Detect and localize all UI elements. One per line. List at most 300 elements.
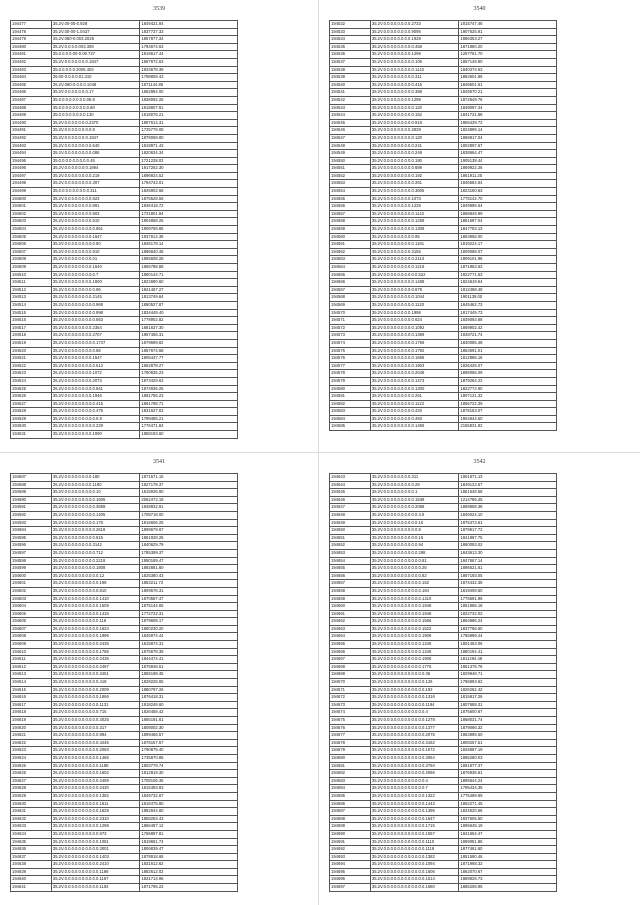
row-id-cell: 194490 <box>11 119 52 127</box>
row-id-cell: 194695 <box>330 868 371 876</box>
code-cell: 35.2V.060-0.0.0.0.1048 <box>51 81 140 89</box>
table-row <box>330 732 557 740</box>
row-id-cell: 194478 <box>11 28 52 36</box>
table-row <box>11 43 238 51</box>
code-cell: 35.2V.0.0.0.0.0.0.0.0.0.0.2459 <box>51 777 140 785</box>
table-row <box>11 332 238 340</box>
table-row <box>11 172 238 180</box>
code-cell: 35.2V.0.0.0.0.0.0.0.0.0.1405 <box>51 511 140 519</box>
table-row <box>330 309 557 317</box>
value-cell: 1882944.80 <box>140 808 238 816</box>
row-id-cell: 194652 <box>330 542 371 550</box>
row-id-cell: 194521 <box>11 355 52 363</box>
value-cell: 1818807.81 <box>140 104 238 112</box>
row-id-cell: 194532 <box>330 21 371 29</box>
code-cell: 35.2V.0.0.0.0.0.0.0.0.1073 <box>370 195 459 203</box>
table-row <box>330 754 557 762</box>
row-id-cell: 194597 <box>11 549 52 557</box>
row-id-cell: 194571 <box>330 317 371 325</box>
value-cell: 1858253.43 <box>140 815 238 823</box>
table-row <box>11 248 238 256</box>
value-cell: 1882601.86 <box>459 74 557 82</box>
table-row <box>330 203 557 211</box>
table-row <box>11 747 238 755</box>
value-cell: 1855198.45 <box>140 671 238 679</box>
value-cell: 1794743.01 <box>140 180 238 188</box>
table-row <box>330 286 557 294</box>
code-cell: 35.2V.0.0.0.0.0.0.0.0.0.1605 <box>51 496 140 504</box>
value-cell: 1834620.66 <box>459 808 557 816</box>
code-cell: 35.2V.0.0.0.0.0.0.0.0.0.0.94 <box>370 542 459 550</box>
code-cell: 35.2V.0.0.0.0.0.0.0.0.0.190 <box>370 157 459 165</box>
code-cell: 35.2V.0.0.0.0.0.0.0.0.0.0.522 <box>370 271 459 279</box>
row-id-cell: 194530 <box>11 423 52 431</box>
table-row <box>330 777 557 785</box>
code-cell: 35.2V.0.0.0.0.0.0.0.0.086 <box>51 150 140 158</box>
row-id-cell: 194564 <box>330 264 371 272</box>
value-cell: 1907121.32 <box>459 393 557 401</box>
row-id-cell: 194621 <box>11 732 52 740</box>
value-cell: 1868849.99 <box>459 210 557 218</box>
value-cell: 1790875.40 <box>140 747 238 755</box>
table-row <box>11 519 238 527</box>
row-id-cell: 194577 <box>330 362 371 370</box>
code-cell: 35.2V.0.0.0.0.0.0.0.0.1640 <box>51 264 140 272</box>
row-id-cell: 194622 <box>11 739 52 747</box>
code-cell: 35.2V.00-05-0.928 <box>51 21 140 29</box>
code-cell: 35.2V.0.0.0.0.0.0.0.0.0.0.1786 <box>51 648 140 656</box>
row-id-cell: 194534 <box>330 36 371 44</box>
row-id-cell: 194644 <box>330 481 371 489</box>
table-row <box>330 625 557 633</box>
row-id-cell: 194660 <box>330 603 371 611</box>
value-cell: 1879066.32 <box>459 724 557 732</box>
row-id-cell: 194656 <box>330 572 371 580</box>
row-id-cell: 194689 <box>330 823 371 831</box>
row-id-cell: 194531 <box>11 431 52 439</box>
row-id-cell: 194603 <box>11 595 52 603</box>
value-cell: 1871968.32 <box>459 861 557 869</box>
row-id-cell: 194481 <box>11 51 52 59</box>
value-cell: 1875144.65 <box>140 603 238 611</box>
value-cell: 1841887.75 <box>459 534 557 542</box>
value-cell: 1731801.84 <box>140 210 238 218</box>
value-cell: 1868031.74 <box>459 717 557 725</box>
value-cell: 1875678.39 <box>140 648 238 656</box>
code-cell: 35.2V.0.0.0.0.0.0.0.0.307 <box>51 180 140 188</box>
value-cell: 1869922.26 <box>459 165 557 173</box>
code-cell: 35.2V.0.0.0.0.0.0.0.0.0.0.1192 <box>51 884 140 892</box>
table-row <box>330 96 557 104</box>
value-cell: 1826887.19 <box>459 747 557 755</box>
table-row <box>330 301 557 309</box>
table-row <box>330 542 557 550</box>
table-row <box>11 884 238 892</box>
code-cell: 35.2V.0.0.0.0.0.0.0.0.510 <box>51 218 140 226</box>
table-row <box>11 218 238 226</box>
row-id-cell: 194585 <box>330 423 371 431</box>
row-id-cell: 194641 <box>11 884 52 892</box>
code-cell: 35.2V.0.0.0.0.0.0.0.0.0.0.2009 <box>51 686 140 694</box>
table-row <box>11 671 238 679</box>
code-cell: 35.2V.0.0.0.0.0.0.0.0.0.0.0.0.1278 <box>370 717 459 725</box>
table-row <box>11 610 238 618</box>
value-cell: 1809576.31 <box>140 587 238 595</box>
table-row <box>330 339 557 347</box>
value-cell: 1812819.30 <box>140 770 238 778</box>
value-cell: 1873429.63 <box>140 377 238 385</box>
value-cell: 1725776.08 <box>140 127 238 135</box>
row-id-cell: 194503 <box>11 218 52 226</box>
table-row <box>11 830 238 838</box>
code-cell: 35.2V.0.0.0.0.0.0.0.0.0.1258 <box>370 218 459 226</box>
code-cell: 35.2V.0.0.0.0.0.0.0.0.0.96 <box>51 286 140 294</box>
value-cell: 1818076.21 <box>140 112 238 120</box>
table-row <box>330 641 557 649</box>
table-row <box>330 279 557 287</box>
code-cell: 35.2V.0.0.0.0.0.0.0.0.0.0.0.1566 <box>370 618 459 626</box>
code-cell: 35.2V.0.0.0.0.0.0.0.0.1600 <box>51 279 140 287</box>
table-row <box>11 317 238 325</box>
table-row <box>330 271 557 279</box>
code-cell: 35.2V.0.0.0.0.0.0.0.0.0.0.0.0.2066 <box>370 770 459 778</box>
value-cell: 1845462.73 <box>459 301 557 309</box>
table-row <box>330 226 557 234</box>
table-row <box>330 823 557 831</box>
row-id-cell: 194647 <box>330 504 371 512</box>
value-cell: 1815936.90 <box>140 489 238 497</box>
code-cell: 35.2V.0.0.0.0.0.0.0.0.0.0.1167 <box>51 876 140 884</box>
value-cell: 1917262.30 <box>140 165 238 173</box>
row-id-cell: 194488 <box>11 104 52 112</box>
code-cell: 35.2V.0.0.0.0.0.0.0.0.1647 <box>51 233 140 241</box>
table-row <box>330 679 557 687</box>
row-id-cell: 194558 <box>330 218 371 226</box>
row-id-cell: 194543 <box>330 104 371 112</box>
value-cell: 1808257.51 <box>459 739 557 747</box>
table-row <box>330 603 557 611</box>
row-id-cell: 194580 <box>330 385 371 393</box>
row-id-cell: 194630 <box>11 800 52 808</box>
code-cell: 35.2V.0.0.0.0.0.0.0.0.0.1792 <box>370 347 459 355</box>
code-cell: 35.2V.0.0.0.0.0.0.0.0.0.261 <box>370 180 459 188</box>
table-row <box>11 286 238 294</box>
value-cell: 1849570.21 <box>459 89 557 97</box>
row-id-cell: 194615 <box>11 686 52 694</box>
value-cell: 1811494.48 <box>459 656 557 664</box>
table-row <box>330 104 557 112</box>
table-row <box>330 66 557 74</box>
row-id-cell: 194491 <box>11 127 52 135</box>
code-cell: 35.2V.0.0.0.0.0.0.0.0.0.1122 <box>370 400 459 408</box>
table-row <box>11 142 238 150</box>
code-cell: 35.2V.0.0.0.0.0.0.0.0.891 <box>51 203 140 211</box>
value-cell: 1896924.52 <box>140 172 238 180</box>
row-id-cell: 194643 <box>330 474 371 482</box>
table-row <box>11 481 238 489</box>
value-cell: 1870587.47 <box>140 595 238 603</box>
code-cell: 35.2V.0.0.0.0.0.0.0.0.0.0.0.81 <box>370 557 459 565</box>
code-cell: 35.2V.0.0.0.0.0.0.0.0.0.0.0.0.1514 <box>370 876 459 884</box>
table-row <box>11 717 238 725</box>
code-cell: 35.2V.0.0.0.0.0.0.0.0.0.0.0.0.1557 <box>370 830 459 838</box>
row-id-cell: 194620 <box>11 724 52 732</box>
table-row <box>11 393 238 401</box>
table-row <box>330 709 557 717</box>
value-cell: 1864986.24 <box>459 618 557 626</box>
value-cell: 1849996.64 <box>459 203 557 211</box>
table-row <box>330 28 557 36</box>
code-cell: 35.2V.0.0.0.0.0.0.0.0.0.311 <box>370 74 459 82</box>
row-id-cell: 194511 <box>11 279 52 287</box>
row-id-cell: 194659 <box>330 595 371 603</box>
row-id-cell: 194583 <box>330 408 371 416</box>
table-row <box>330 474 557 482</box>
table-row <box>11 301 238 309</box>
row-id-cell: 194529 <box>11 415 52 423</box>
table-row <box>330 785 557 793</box>
row-id-cell: 194542 <box>330 96 371 104</box>
code-cell: 35.2V.0.0.0.0.003.308 <box>51 43 140 51</box>
table-row <box>330 481 557 489</box>
value-cell: 1822771.53 <box>459 271 557 279</box>
row-id-cell: 194604 <box>11 603 52 611</box>
table-row <box>330 385 557 393</box>
value-cell: 1766897.81 <box>140 830 238 838</box>
table-row <box>11 823 238 831</box>
table-row <box>330 233 557 241</box>
code-cell: 35.2V.0.0.0.0.0.0.0.0.0.493 <box>370 415 459 423</box>
row-id-cell: 194492 <box>11 134 52 142</box>
code-cell: 35.2V.0.0.0.0.0.0.0.0.0.1142 <box>370 66 459 74</box>
row-id-cell: 194694 <box>330 861 371 869</box>
code-cell: 35.0.0.0.0.0.0.0.0.0.311 <box>51 188 140 196</box>
row-id-cell: 194661 <box>330 610 371 618</box>
value-cell: 1267761.70 <box>459 51 557 59</box>
code-cell: 35.2V.0.0.0.0.0.0.0.0.0.1300 <box>370 385 459 393</box>
value-cell: 1862070.67 <box>459 868 557 876</box>
table-row <box>330 800 557 808</box>
value-cell: 1841654.47 <box>459 830 557 838</box>
value-cell: 1861928.26 <box>140 534 238 542</box>
value-cell: 1875528.55 <box>140 195 238 203</box>
code-cell: 35.2V.0.0.0.0.0.0.0.0.903 <box>51 210 140 218</box>
code-cell: 35.2V.0.0.0.0.0.0.0.0.0.1181 <box>370 241 459 249</box>
code-cell: 35.2V.0.0.0.0.0.0.0.0.311 <box>370 474 459 482</box>
code-cell: 35.0.0.0.0.00-0.09.727 <box>51 51 140 59</box>
table-row <box>330 747 557 755</box>
code-cell: 35.2V.0.0.0.0.0.0.0.0.0.1488 <box>370 279 459 287</box>
value-cell: 1858193.60 <box>140 431 238 439</box>
row-id-cell: 194637 <box>11 853 52 861</box>
table-row <box>11 838 238 846</box>
row-id-cell: 194482 <box>11 58 52 66</box>
table-row <box>330 150 557 158</box>
value-cell: 1846024.10 <box>459 511 557 519</box>
table-row <box>11 762 238 770</box>
table-row <box>11 694 238 702</box>
code-cell: 35.2V.0.0.0.0.0.0.0.0.0.0.0.82 <box>370 572 459 580</box>
row-id-cell: 194512 <box>11 286 52 294</box>
value-cell: 1861687.04 <box>459 218 557 226</box>
table-row <box>11 709 238 717</box>
code-cell: 35.2V.0.0.0.0.0.0.0.0.0.0.0.0.1322 <box>370 792 459 800</box>
table-row <box>11 580 238 588</box>
code-cell: 35.2V.0.0.0.0.0.0.0.0.0.918 <box>370 119 459 127</box>
row-id-cell: 194483 <box>11 66 52 74</box>
value-cell: 1805447.77 <box>140 355 238 363</box>
value-cell: 1887672.63 <box>140 58 238 66</box>
row-id-cell: 194675 <box>330 717 371 725</box>
value-cell: 1822690.60 <box>140 279 238 287</box>
row-id-cell: 194584 <box>330 415 371 423</box>
code-cell: 35.2V.0.0.0.0.0.0.0.0.0.152 <box>370 112 459 120</box>
code-cell: 35.2V.0.0.0.0.0.0.0.0.1998 <box>370 309 459 317</box>
table-row <box>11 534 238 542</box>
value-cell: 1874432.38 <box>459 580 557 588</box>
value-cell: 1826426.07 <box>459 362 557 370</box>
table-row <box>11 641 238 649</box>
row-id-cell: 194556 <box>330 203 371 211</box>
value-cell: 1778902.82 <box>140 317 238 325</box>
value-cell: 1830085.48 <box>459 339 557 347</box>
code-cell: 35.2V.0.0.0.0.0.0.0.0.2073 <box>51 377 140 385</box>
code-cell: 35.2V.0.0.0.0.0.0.0.0.0.0.2410 <box>51 861 140 869</box>
table-row <box>11 28 238 36</box>
code-cell: 35.2V.0.0.0.0.0.0.0.0.0.0.2436 <box>51 641 140 649</box>
value-cell: 1795434.35 <box>459 785 557 793</box>
value-cell: 1776471.84 <box>140 423 238 431</box>
value-cell: 1812886.16 <box>459 355 557 363</box>
value-cell: 1871795.22 <box>140 884 238 892</box>
row-id-cell: 194617 <box>11 701 52 709</box>
row-id-cell: 194501 <box>11 203 52 211</box>
code-cell: 35.2V.0.0.0.0.0.0.0.0.0.0.0.1310 <box>370 595 459 603</box>
row-id-cell: 194487 <box>11 96 52 104</box>
value-cell: 1860093.02 <box>459 542 557 550</box>
value-cell: 1849421.84 <box>140 21 238 29</box>
row-id-cell: 194655 <box>330 565 371 573</box>
code-cell: 35.2V.0.0.0.0.0.0.0.0.0.941 <box>51 385 140 393</box>
code-cell: 35.2V.0.0.0.0.0.0.0.0.1299 <box>370 51 459 59</box>
table-row <box>11 347 238 355</box>
table-row <box>330 808 557 816</box>
page-number: 3542 <box>473 459 486 465</box>
code-cell: 35.2V.0.0.0.0.0.0.0.0.0.176 <box>51 519 140 527</box>
code-cell: 35.2V.0.0.0.0.0.0.0.0.0.0.15 <box>370 519 459 527</box>
value-cell: 1876418.31 <box>140 694 238 702</box>
row-id-cell: 194601 <box>11 580 52 588</box>
value-cell: 1708718.00 <box>140 511 238 519</box>
code-cell: 35.2V.0.0.0.0.0.0.0.0.0.0.1188 <box>51 762 140 770</box>
table-row <box>330 172 557 180</box>
row-id-cell: 194502 <box>11 210 52 218</box>
table-row <box>330 112 557 120</box>
row-id-cell: 194632 <box>11 815 52 823</box>
code-cell: 35.2V.0.0.0.0.0.0.0.0.0.2114 <box>370 256 459 264</box>
table-row <box>11 264 238 272</box>
code-cell: 35.2V.0.0.0.0.0.0.0.0.0.0.418 <box>51 679 140 687</box>
table-row <box>11 180 238 188</box>
table-row <box>330 377 557 385</box>
table-row <box>11 188 238 196</box>
table-row <box>11 808 238 816</box>
row-id-cell: 194505 <box>11 233 52 241</box>
value-cell: 1886353.27 <box>459 36 557 44</box>
row-id-cell: 194581 <box>330 393 371 401</box>
value-cell: 1899466.57 <box>140 732 238 740</box>
value-cell: 1803779.74 <box>140 762 238 770</box>
table-row <box>11 800 238 808</box>
row-id-cell: 194484 <box>11 74 52 82</box>
row-id-cell: 194548 <box>330 142 371 150</box>
value-cell: 1861637.30 <box>140 324 238 332</box>
table-row <box>11 355 238 363</box>
value-cell: 1849097.44 <box>459 104 557 112</box>
value-cell: 1879617.72 <box>459 527 557 535</box>
value-cell: 1881756.23 <box>140 393 238 401</box>
table-row <box>330 165 557 173</box>
table-row <box>330 527 557 535</box>
table-row <box>11 104 238 112</box>
row-id-cell: 194638 <box>11 861 52 869</box>
value-cell: 1819661.74 <box>140 838 238 846</box>
code-cell: 35.2V.0.0.0.0.0.0.0.0.0.0.0.0.1572 <box>370 747 459 755</box>
row-id-cell: 194520 <box>11 347 52 355</box>
table-row <box>11 618 238 626</box>
value-cell: 1802897.67 <box>459 142 557 150</box>
code-cell: 35.2V.0.0.0.0.0.0.0.0.0.3605 <box>370 188 459 196</box>
value-cell: 1836418.72 <box>140 203 238 211</box>
value-cell: 1901871.13 <box>459 474 557 482</box>
code-cell: 35.2V.0.0.0.0.0.0.0.0.0.0.8 <box>370 527 459 535</box>
value-cell: 1885208.95 <box>459 884 557 892</box>
row-id-cell: 194607 <box>11 625 52 633</box>
table-row <box>330 717 557 725</box>
row-id-cell: 194598 <box>11 557 52 565</box>
row-id-cell: 194524 <box>11 377 52 385</box>
value-cell: 1819408.60 <box>459 587 557 595</box>
row-id-cell: 194592 <box>11 511 52 519</box>
value-cell: 1816606.25 <box>140 519 238 527</box>
code-cell: 35.2V.0.0.0.0.0.0.0.0.0.479 <box>51 408 140 416</box>
code-cell: 35.2V.0.0.0.0.0.0.0.0.0.0.810 <box>51 587 140 595</box>
code-cell: 35.2V.0.0.0.0.0.0.0.0.0.0.0.0.7 <box>370 785 459 793</box>
value-cell: 1825380.43 <box>140 572 238 580</box>
row-id-cell: 194634 <box>11 830 52 838</box>
row-id-cell: 194587 <box>11 474 52 482</box>
row-id-cell: 194573 <box>330 332 371 340</box>
code-cell: 35.2V.0.0.0.0.0.0.0.0.910 <box>51 248 140 256</box>
value-cell: 1809088.07 <box>459 248 557 256</box>
table-row <box>11 210 238 218</box>
code-cell: 35.2V.0.0.0.0.0.0.0.0.0.0.973 <box>51 830 140 838</box>
row-id-cell: 194629 <box>11 792 52 800</box>
value-cell: 1872649.76 <box>459 96 557 104</box>
table-row <box>11 565 238 573</box>
value-cell: 1878918.68 <box>140 853 238 861</box>
table-row <box>11 739 238 747</box>
row-id-cell: 194547 <box>330 134 371 142</box>
value-cell: 1848832.91 <box>140 504 238 512</box>
value-cell: 1785399.37 <box>140 549 238 557</box>
code-cell: 35.2V.0.0.0.0.0.0.0.0.0.0.0.0.1396 <box>370 808 459 816</box>
row-id-cell: 194538 <box>330 66 371 74</box>
value-cell: 1869051.86 <box>459 838 557 846</box>
table-row <box>11 51 238 59</box>
value-cell: 1799465.21 <box>140 415 238 423</box>
code-cell: 35.2V.0.0.0.0.0.0.0.0.0.420 <box>370 408 459 416</box>
